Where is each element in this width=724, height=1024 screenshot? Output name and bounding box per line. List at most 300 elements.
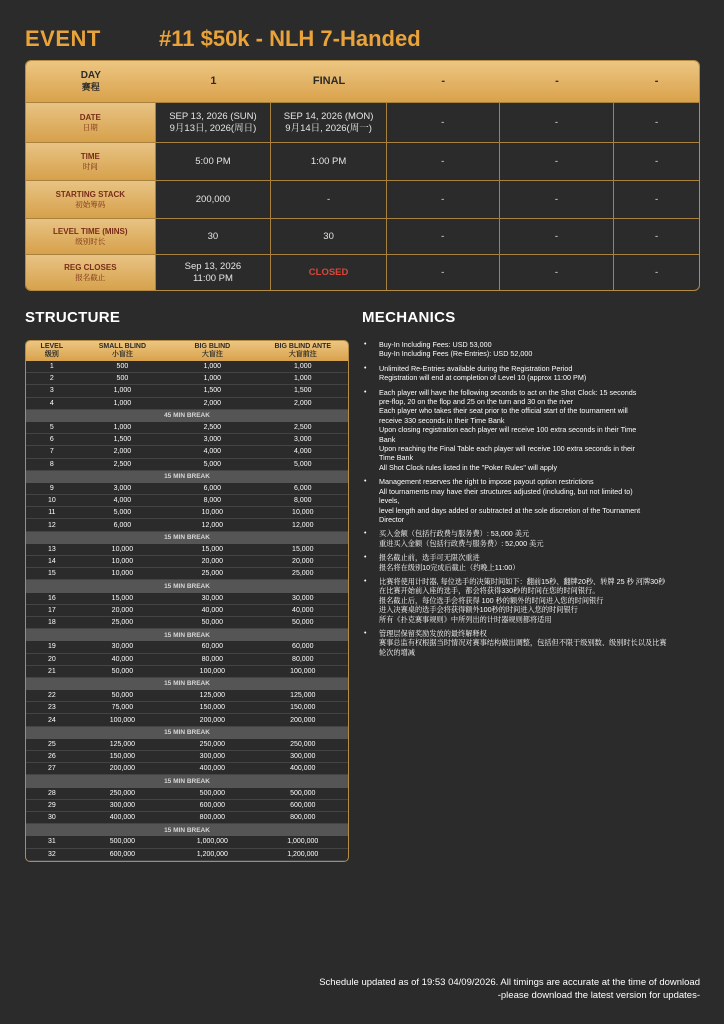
schedule-cell <box>387 103 500 142</box>
cell-line: - <box>441 155 445 167</box>
schedule-cell <box>614 219 699 254</box>
footer-line-2: -please download the latest version for updates- <box>497 990 700 1001</box>
schedule-row-label <box>26 143 156 180</box>
structure-cell: 22 <box>47 692 56 700</box>
structure-row <box>26 751 348 763</box>
structure-row <box>26 788 348 800</box>
structure-row <box>26 666 348 678</box>
structure-cell: 100,000 <box>109 716 136 724</box>
structure-cell: 800,000 <box>290 814 316 822</box>
cell-line: 1:00 PM <box>310 155 347 167</box>
structure-cell: 8,000 <box>294 497 312 505</box>
structure-cell: 1,000 <box>113 387 132 395</box>
structure-row <box>26 483 348 495</box>
bullet-icon: • <box>364 577 367 585</box>
structure-cell: 1,000,000 <box>196 838 228 846</box>
row-label-zh: 时间 <box>82 161 98 171</box>
header-zh: 小盲注 <box>111 351 133 358</box>
bullet-icon: • <box>364 341 367 348</box>
schedule-cell <box>271 143 387 180</box>
mechanics-line: 报名截止后，每位选手会将获得 100 秒的额外的时间进入您的时间银行 <box>379 595 604 605</box>
structure-cell: 1 <box>49 363 54 371</box>
cell-line: 9月14日, 2026(周一) <box>285 122 372 134</box>
break-row: 15 MIN BREAK <box>26 629 348 641</box>
mechanics-line: Time Bank <box>379 453 414 463</box>
structure-cell: 28 <box>47 789 56 797</box>
structure-cell: 25,000 <box>292 570 314 578</box>
cell-line: - <box>655 193 659 205</box>
structure-cell: 10,000 <box>111 570 134 578</box>
break-row: 15 MIN BREAK <box>26 532 348 544</box>
schedule-cell <box>500 255 615 291</box>
day-value: - <box>555 74 559 87</box>
structure-cell: 3,000 <box>294 436 312 444</box>
structure-cell: 2 <box>49 375 54 383</box>
row-label-en: REG CLOSES <box>64 263 117 273</box>
structure-cell: 27 <box>47 765 56 773</box>
mechanics-line: All tournaments may have their structures adjusted (including, but not limited to) <box>379 486 633 496</box>
structure-cell: 5 <box>49 424 54 432</box>
mechanics-line: 买入金额（包括行政费与服务费）: 53,000 美元 <box>379 529 530 539</box>
structure-row <box>26 507 348 519</box>
cell-line: 9月13日, 2026(周日) <box>169 122 257 134</box>
day-value: - <box>441 74 446 87</box>
structure-cell: 30,000 <box>111 643 134 651</box>
mechanics-line: Upon reaching the Final Table each player will receive 100 extra seconds in their <box>379 444 635 454</box>
cell-line: - <box>655 230 659 242</box>
structure-heading: STRUCTURE <box>25 309 121 326</box>
schedule-cell <box>387 255 500 291</box>
cell-line: 11:00 PM <box>192 273 233 284</box>
structure-cell: 4 <box>49 399 54 407</box>
structure-cell: 500,000 <box>290 789 316 797</box>
structure-row <box>26 812 348 824</box>
cell-line: - <box>554 155 558 167</box>
structure-cell: 150,000 <box>199 704 225 712</box>
structure-cell: 40,000 <box>292 606 314 614</box>
structure-cell: 400,000 <box>290 765 316 773</box>
mechanics-line: Buy-In Including Fees (Re-Entries): USD 52,000 <box>379 349 533 359</box>
structure-cell: 6 <box>49 436 54 444</box>
mechanics-line: level length and days added or subtracted at the sole discretion of the Tournament <box>379 505 641 515</box>
schedule-cell <box>387 181 500 218</box>
day-value: FINAL <box>312 74 346 87</box>
structure-cell: 10,000 <box>292 509 314 517</box>
schedule-cell <box>387 143 500 180</box>
structure-row <box>26 568 348 580</box>
structure-cell: 60,000 <box>201 643 224 651</box>
header-zh: 级别 <box>44 351 59 358</box>
structure-header-cell <box>167 341 257 361</box>
schedule-cell <box>500 181 615 218</box>
structure-cell: 6,000 <box>203 484 222 492</box>
mechanics-line: Bank <box>379 434 396 444</box>
structure-cell: 1,000 <box>294 375 312 383</box>
structure-row <box>26 800 348 812</box>
header-zh: 大盲前注 <box>288 351 317 358</box>
structure-row <box>26 361 348 373</box>
schedule-cell <box>614 143 699 180</box>
structure-row <box>26 739 348 751</box>
structure-cell: 9 <box>49 484 54 492</box>
schedule-header-row <box>26 61 699 103</box>
structure-cell: 500,000 <box>199 789 225 797</box>
mechanics-line: Registration will end at completion of Level 10 (approx 11:00 PM) <box>379 373 587 383</box>
structure-cell: 50,000 <box>292 619 314 627</box>
structure-cell: 15 <box>47 570 56 578</box>
structure-cell: 25,000 <box>111 619 134 627</box>
schedule-row <box>26 103 699 143</box>
structure-row <box>26 556 348 568</box>
break-row: 15 MIN BREAK <box>26 580 348 592</box>
cell-line: 200,000 <box>195 193 231 205</box>
structure-cell: 50,000 <box>111 692 134 700</box>
structure-cell: 1,000 <box>203 375 222 383</box>
structure-cell: 600,000 <box>290 801 316 809</box>
structure-cell: 40,000 <box>111 655 134 663</box>
structure-row <box>26 373 348 385</box>
structure-cell: 10,000 <box>111 545 134 553</box>
mechanics-item <box>362 388 702 473</box>
structure-cell: 50,000 <box>111 667 134 675</box>
bullet-icon: • <box>364 530 367 538</box>
day-label-zh: 赛程 <box>81 82 100 93</box>
structure-row <box>26 654 348 666</box>
cell-line: - <box>554 193 558 205</box>
structure-cell: 12 <box>47 521 56 529</box>
structure-row <box>26 459 348 471</box>
structure-row <box>26 641 348 653</box>
mechanics-line: receive 330 seconds in their Time Bank <box>379 415 505 425</box>
structure-cell: 1,000 <box>294 363 312 371</box>
mechanics-line: 报名截止前，选手可无限次重进 <box>379 553 480 563</box>
structure-row <box>26 836 348 848</box>
day-value: 1 <box>210 74 217 87</box>
structure-row <box>26 495 348 507</box>
row-label-zh: 日期 <box>82 122 98 132</box>
schedule-cell <box>271 103 387 142</box>
structure-header-row <box>26 341 348 361</box>
structure-cell: 250,000 <box>199 740 225 748</box>
mechanics-line: Each player who takes their seat prior to the official start of the tournament will <box>379 406 628 416</box>
mechanics-item <box>362 629 702 657</box>
structure-cell: 200,000 <box>290 716 316 724</box>
schedule-row <box>26 143 699 181</box>
footer-note <box>319 976 700 1002</box>
structure-cell: 400,000 <box>199 765 225 773</box>
structure-cell: 2,500 <box>203 424 222 432</box>
schedule-cell <box>387 219 500 254</box>
structure-cell: 125,000 <box>199 692 225 700</box>
structure-cell: 18 <box>47 619 56 627</box>
structure-cell: 150,000 <box>290 704 316 712</box>
structure-cell: 32 <box>47 850 56 858</box>
structure-cell: 30 <box>47 814 56 822</box>
mechanics-item <box>362 577 702 624</box>
mechanics-line: 比赛将使用计时器, 每位选手的决策时间如下：翻前15秒、翻牌20秒、转牌 25 秒 河牌30秒 <box>379 576 666 586</box>
schedule-table <box>25 60 700 291</box>
structure-cell: 60,000 <box>292 643 314 651</box>
structure-cell: 1,000,000 <box>287 838 319 846</box>
structure-cell: 100,000 <box>199 667 225 675</box>
structure-cell: 300,000 <box>199 753 225 761</box>
header-zh: 大盲注 <box>201 351 223 358</box>
row-label-en: TIME <box>80 151 100 161</box>
cell-line: - <box>441 230 445 242</box>
break-row: 15 MIN BREAK <box>26 678 348 690</box>
structure-cell: 80,000 <box>292 655 314 663</box>
mechanics-line: 重进买入金额（包括行政费与服务费）: 52,000 美元 <box>379 538 544 548</box>
schedule-cell <box>156 181 272 218</box>
mechanics-line: 报名将在级别10完成后截止（约晚上11:00） <box>379 562 520 572</box>
structure-cell: 5,000 <box>294 460 312 468</box>
structure-cell: 75,000 <box>111 704 134 712</box>
break-row: 15 MIN BREAK <box>26 775 348 787</box>
structure-cell: 1,500 <box>294 387 312 395</box>
schedule-cell <box>271 255 387 291</box>
structure-row <box>26 398 348 410</box>
row-label-zh: 级别时长 <box>75 236 106 246</box>
header-en: BIG BLIND ANTE <box>274 343 332 351</box>
cell-line: - <box>327 193 331 205</box>
structure-cell: 500 <box>116 363 129 371</box>
mechanics-line: 在比赛开始前入座的选手，都会将获得330秒的时间在您的时间银行。 <box>379 586 600 596</box>
structure-cell: 31 <box>47 838 56 846</box>
structure-cell: 2,500 <box>294 424 312 432</box>
structure-cell: 4,000 <box>113 497 132 505</box>
row-label-zh: 报名截止 <box>75 273 106 283</box>
schedule-row <box>26 255 699 291</box>
structure-row <box>26 593 348 605</box>
structure-cell: 1,500 <box>203 387 222 395</box>
structure-cell: 1,200,000 <box>196 850 228 858</box>
structure-cell: 20,000 <box>111 606 134 614</box>
cell-line: SEP 13, 2026 (SUN) <box>169 110 257 122</box>
mechanics-line: 所有《扑克赛事规则》中所列出的计时器规则都将适用 <box>379 614 552 624</box>
structure-cell: 23 <box>47 704 56 712</box>
cell-line: - <box>655 155 659 167</box>
structure-cell: 3 <box>49 387 54 395</box>
schedule-row <box>26 181 699 219</box>
structure-cell: 25,000 <box>201 570 224 578</box>
structure-cell: 50,000 <box>201 619 224 627</box>
structure-row <box>26 690 348 702</box>
row-label-en: DATE <box>79 112 101 122</box>
cell-line: SEP 14, 2026 (MON) <box>283 110 374 122</box>
structure-cell: 250,000 <box>290 740 316 748</box>
structure-cell: 20,000 <box>201 558 224 566</box>
structure-row <box>26 544 348 556</box>
schedule-cell <box>614 255 699 291</box>
mechanics-line: Director <box>379 514 405 524</box>
structure-row <box>26 446 348 458</box>
structure-cell: 1,200,000 <box>287 850 319 858</box>
structure-cell: 8,000 <box>203 497 222 505</box>
mechanics-line: pre-flop, 20 on the flop and 25 on the turn and 30 on the river <box>379 397 574 407</box>
structure-cell: 125,000 <box>109 740 136 748</box>
header-en: BIG BLIND <box>194 343 231 351</box>
structure-cell: 29 <box>47 801 56 809</box>
schedule-cell <box>614 181 699 218</box>
schedule-row-label <box>26 255 156 291</box>
structure-row <box>26 385 348 397</box>
mechanics-line: levels, <box>379 496 400 506</box>
structure-row <box>26 422 348 434</box>
structure-cell: 4,000 <box>203 448 222 456</box>
cell-line: - <box>554 116 558 128</box>
schedule-row-label <box>26 181 156 218</box>
schedule-cell <box>614 103 699 142</box>
structure-cell: 1,000 <box>203 363 222 371</box>
structure-cell: 30,000 <box>292 594 314 602</box>
cell-line: - <box>655 116 659 128</box>
mechanics-line: All Shot Clock rules listed in the "Poker Rules" will apply <box>379 462 558 472</box>
structure-row <box>26 434 348 446</box>
cell-line: - <box>441 193 445 205</box>
structure-header-cell <box>26 341 78 361</box>
structure-cell: 10 <box>47 497 56 505</box>
bullet-icon: • <box>364 388 367 396</box>
structure-cell: 15,000 <box>201 545 224 553</box>
structure-cell: 800,000 <box>199 814 225 822</box>
mechanics-line: Each player will have the following seconds to act on the Shot Clock: 15 seconds <box>379 387 637 397</box>
structure-cell: 24 <box>47 716 56 724</box>
structure-row <box>26 617 348 629</box>
mechanics-line: 管理层保留奖励发放的最终解释权 <box>379 628 487 638</box>
mechanics-list <box>362 340 702 662</box>
closed-badge: CLOSED <box>308 267 349 279</box>
schedule-cell <box>500 143 615 180</box>
mechanics-line: 轮次的增减 <box>379 647 415 657</box>
structure-cell: 3,000 <box>113 484 132 492</box>
structure-cell: 30,000 <box>201 594 224 602</box>
structure-row <box>26 849 348 861</box>
structure-cell: 600,000 <box>109 850 136 858</box>
structure-cell: 6,000 <box>294 484 312 492</box>
structure-cell: 250,000 <box>109 789 136 797</box>
mechanics-item <box>362 529 702 548</box>
row-label-zh: 初始筹码 <box>75 199 106 209</box>
event-title <box>25 26 705 52</box>
schedule-cell <box>500 219 615 254</box>
structure-cell: 200,000 <box>109 765 136 773</box>
schedule-row-label <box>26 219 156 254</box>
structure-cell: 1,000 <box>113 399 132 407</box>
structure-cell: 600,000 <box>199 801 225 809</box>
schedule-cell <box>271 219 387 254</box>
structure-cell: 80,000 <box>201 655 224 663</box>
structure-cell: 19 <box>47 643 56 651</box>
schedule-cell <box>156 143 272 180</box>
cell-line: - <box>655 267 659 279</box>
break-row: 45 MIN BREAK <box>26 410 348 422</box>
structure-cell: 2,000 <box>203 399 222 407</box>
mechanics-item <box>362 364 702 383</box>
bullet-icon: • <box>364 629 367 637</box>
structure-cell: 8 <box>49 460 54 468</box>
cell-line: - <box>441 267 445 279</box>
structure-row <box>26 519 348 531</box>
structure-cell: 14 <box>47 558 56 566</box>
row-label-en: LEVEL TIME (MINS) <box>53 226 128 236</box>
break-row: 15 MIN BREAK <box>26 471 348 483</box>
structure-cell: 15,000 <box>292 545 314 553</box>
structure-cell: 7 <box>49 448 54 456</box>
structure-cell: 2,500 <box>113 460 132 468</box>
structure-cell: 26 <box>47 753 56 761</box>
structure-cell: 17 <box>47 606 56 614</box>
schedule-row-label <box>26 103 156 142</box>
structure-cell: 20 <box>47 655 56 663</box>
cell-line: - <box>554 230 558 242</box>
break-row: 15 MIN BREAK <box>26 824 348 836</box>
schedule-row <box>26 219 699 255</box>
structure-header-cell <box>258 341 348 361</box>
bullet-icon: • <box>364 478 367 486</box>
structure-cell: 40,000 <box>201 606 224 614</box>
cell-line: - <box>441 116 445 128</box>
structure-cell: 5,000 <box>113 509 132 517</box>
bullet-icon: • <box>364 554 367 562</box>
structure-cell: 2,000 <box>113 448 132 456</box>
mechanics-line: Upon closing registration each player will receive 100 extra seconds in their Time <box>379 425 637 435</box>
structure-cell: 300,000 <box>290 753 316 761</box>
structure-cell: 125,000 <box>290 692 316 700</box>
cell-line: 5:00 PM <box>195 155 231 167</box>
bullet-icon: • <box>364 364 367 372</box>
schedule-cell <box>271 181 387 218</box>
structure-cell: 5,000 <box>203 460 222 468</box>
header-en: SMALL BLIND <box>98 343 147 351</box>
day-label-en: DAY <box>80 69 101 81</box>
structure-row <box>26 605 348 617</box>
cell-line: 30 <box>207 230 219 242</box>
structure-header-cell <box>78 341 167 361</box>
structure-cell: 12,000 <box>292 521 314 529</box>
header-en: LEVEL <box>40 343 64 351</box>
mechanics-line: 赛事总监有权根据当时情况对赛事结构做出调整，包括但不限于级别数、级别时长以及比赛 <box>379 638 667 648</box>
structure-cell: 500 <box>116 375 129 383</box>
mechanics-heading: MECHANICS <box>362 309 456 326</box>
structure-cell: 6,000 <box>113 521 132 529</box>
mechanics-line: Management reserves the right to impose payout option restrictions <box>379 477 594 487</box>
mechanics-item <box>362 477 702 524</box>
structure-cell: 1,000 <box>113 424 132 432</box>
cell-line: 30 <box>323 230 334 242</box>
structure-cell: 200,000 <box>199 716 225 724</box>
mechanics-item <box>362 553 702 572</box>
structure-row <box>26 702 348 714</box>
structure-cell: 500,000 <box>109 838 136 846</box>
structure-cell: 3,000 <box>203 436 222 444</box>
row-label-en: STARTING STACK <box>55 189 126 199</box>
schedule-cell <box>156 219 272 254</box>
schedule-cell <box>156 103 272 142</box>
structure-cell: 1,500 <box>113 436 132 444</box>
structure-cell: 10,000 <box>111 558 134 566</box>
structure-cell: 150,000 <box>109 753 136 761</box>
structure-cell: 15,000 <box>111 594 134 602</box>
structure-cell: 4,000 <box>294 448 312 456</box>
mechanics-line: Buy-In Including Fees: USD 53,000 <box>379 340 492 349</box>
event-name: #11 $50k - NLH 7-Handed <box>159 26 421 51</box>
footer-line-1: Schedule updated as of 19:53 04/09/2026. All timings are accurate at the time of download <box>319 977 700 988</box>
structure-cell: 10,000 <box>201 509 224 517</box>
cell-line: Sep 13, 2026 <box>184 261 242 273</box>
structure-cell: 100,000 <box>290 667 316 675</box>
structure-table <box>25 340 349 862</box>
day-value: - <box>654 74 659 87</box>
